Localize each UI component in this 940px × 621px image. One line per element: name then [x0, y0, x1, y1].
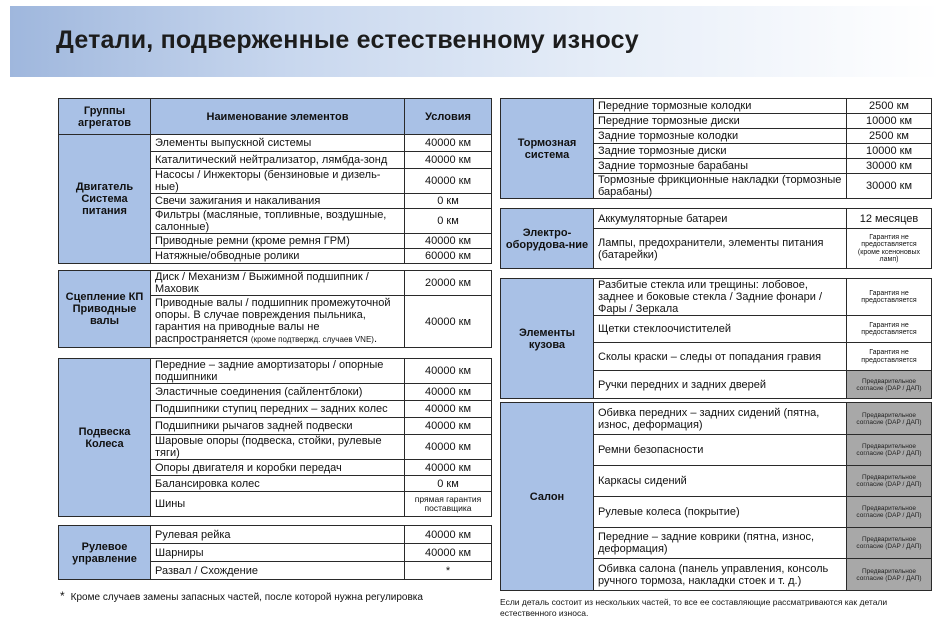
item-name: Диск / Механизм / Выжимной подшипник / Маховик: [151, 271, 405, 296]
item-name: Натяжные/обводные ролики: [151, 249, 405, 264]
item-name: Передние – задние амортизаторы / опорные подшипники: [151, 359, 405, 384]
table-steering: [58, 525, 492, 580]
item-name: Подшипники ступиц передних – задних колес: [151, 401, 405, 418]
item-value: 0 км: [405, 194, 492, 209]
item-name: Свечи зажигания и накаливания: [151, 194, 405, 209]
page-title: Детали, подверженные естественному износу: [56, 26, 639, 54]
item-name: Тормозные фрикционные накладки (тормозные барабаны): [594, 174, 847, 199]
item-name: Рулевая рейка: [151, 526, 405, 544]
footnote-right: Если деталь состоит из нескольких частей, то все ее составляющие рассматриваются как детали естественного износа.: [500, 597, 888, 618]
group-clutch: Сцепление КП Приводные валы: [59, 271, 151, 348]
item-value: Предварительное согласие (DAP / ДАП): [847, 435, 932, 466]
item-value: 40000 км: [405, 384, 492, 401]
item-note: (кроме подтвержд. случаев VNE): [250, 335, 374, 344]
item-value: Гарантия не предоставляется: [847, 279, 932, 316]
item-value: 0 км: [405, 476, 492, 492]
item-value: 10000 км: [847, 144, 932, 159]
group-steering: Рулевое управление: [59, 526, 151, 580]
item-value: 2500 км: [847, 99, 932, 114]
item-value: 40000 км: [405, 152, 492, 169]
item-value: 40000 км: [405, 234, 492, 249]
item-name: Передние – задние коврики (пятна, износ, деформация): [594, 528, 847, 559]
item-name: Лампы, предохранители, элементы питания (батарейки): [594, 229, 847, 269]
footnote-left-text: Кроме случаев замены запасных частей, после которой нужна регулировка: [70, 592, 423, 603]
table-suspension: [58, 358, 492, 517]
item-value: 10000 км: [847, 114, 932, 129]
item-value: 40000 км: [405, 401, 492, 418]
item-name: Аккумуляторные батареи: [594, 209, 847, 229]
item-value: 60000 км: [405, 249, 492, 264]
item-text: Приводные валы / подшипник промежуточной опоры. В случае повреждения пыльника, гарантия на приводные валы не распространяется: [155, 297, 391, 345]
group-electrical: Электро-оборудова-ние: [501, 209, 594, 269]
item-value: 40000 км: [405, 435, 492, 460]
item-name: Элементы выпускной системы: [151, 135, 405, 152]
item-name: Шаровые опоры (подвеска, стойки, рулевые тяги): [151, 435, 405, 460]
item-name: Передние тормозные колодки: [594, 99, 847, 114]
item-value: 40000 км: [405, 544, 492, 562]
item-name: Развал / Схождение: [151, 562, 405, 580]
item-name: Фильтры (масляные, топливные, воздушные, салонные): [151, 209, 405, 234]
item-end: .: [373, 333, 377, 345]
group-interior: Салон: [501, 403, 594, 591]
header-group: Группы агрегатов: [59, 99, 151, 135]
item-value: 30000 км: [847, 174, 932, 199]
item-name: Передние тормозные диски: [594, 114, 847, 129]
item-name: Подшипники рычагов задней подвески: [151, 418, 405, 435]
item-name: Шины: [151, 492, 405, 517]
item-name: Эластичные соединения (сайлентблоки): [151, 384, 405, 401]
item-value: Гарантия не предоставляется (кроме ксеноновых ламп): [847, 229, 932, 269]
item-value: 40000 км: [405, 135, 492, 152]
item-name: Приводные ремни (кроме ремня ГРМ): [151, 234, 405, 249]
group-suspension: Подвеска Колеса: [59, 359, 151, 517]
item-value: 40000 км: [405, 460, 492, 476]
item-name: Насосы / Инжекторы (бензиновые и дизель-ные): [151, 169, 405, 194]
item-name: Задние тормозные колодки: [594, 129, 847, 144]
table-engine: [58, 98, 492, 264]
item-value: Предварительное согласие (DAP / ДАП): [847, 466, 932, 497]
table-electrical: [500, 208, 932, 269]
item-value: Гарантия не предоставляется: [847, 343, 932, 371]
item-value: 40000 км: [405, 526, 492, 544]
item-value: *: [405, 562, 492, 580]
item-name: Сколы краски – следы от попадания гравия: [594, 343, 847, 371]
item-value: прямая гарантия поставщика: [405, 492, 492, 517]
footnote-star: *: [60, 589, 65, 603]
item-value: 12 месяцев: [847, 209, 932, 229]
item-value: Гарантия не предоставляется: [847, 316, 932, 343]
table-interior: [500, 402, 932, 591]
item-name: [151, 296, 405, 348]
table-clutch: [58, 270, 492, 348]
item-value: 30000 км: [847, 159, 932, 174]
item-name: Обивка салона (панель управления, консоль ручного тормоза, накладки стоек и т. д.): [594, 559, 847, 591]
item-value: 20000 км: [405, 271, 492, 296]
item-name: Ремни безопасности: [594, 435, 847, 466]
item-name: Балансировка колес: [151, 476, 405, 492]
item-value: Предварительное согласие (DAP / ДАП): [847, 528, 932, 559]
item-value: 40000 км: [405, 418, 492, 435]
footnote-left: [60, 589, 423, 603]
header-condition: Условия: [405, 99, 492, 135]
item-name: Разбитые стекла или трещины: лобовое, заднее и боковые стекла / Задние фонари / Фары / Зеркала: [594, 279, 847, 316]
header-name: Наименование элементов: [151, 99, 405, 135]
item-value: 2500 км: [847, 129, 932, 144]
item-value: Предварительное согласие (DAP / ДАП): [847, 371, 932, 399]
item-value: 40000 км: [405, 296, 492, 348]
item-value: 40000 км: [405, 169, 492, 194]
item-name: Каталитический нейтрализатор, лямбда-зонд: [151, 152, 405, 169]
item-name: Опоры двигателя и коробки передач: [151, 460, 405, 476]
item-name: Ручки передних и задних дверей: [594, 371, 847, 399]
item-name: Задние тормозные барабаны: [594, 159, 847, 174]
item-value: Предварительное согласие (DAP / ДАП): [847, 403, 932, 435]
item-value: Предварительное согласие (DAP / ДАП): [847, 497, 932, 528]
item-name: Обивка передних – задних сидений (пятна, износ, деформация): [594, 403, 847, 435]
item-value: Предварительное согласие (DAP / ДАП): [847, 559, 932, 591]
group-engine: Двигатель Система питания: [59, 135, 151, 264]
group-body: Элементы кузова: [501, 279, 594, 399]
item-value: 0 км: [405, 209, 492, 234]
table-body: [500, 278, 932, 399]
item-name: Шарниры: [151, 544, 405, 562]
item-name: Рулевые колеса (покрытие): [594, 497, 847, 528]
table-brakes: [500, 98, 932, 199]
item-name: Задние тормозные диски: [594, 144, 847, 159]
item-value: 40000 км: [405, 359, 492, 384]
item-name: Щетки стеклоочистителей: [594, 316, 847, 343]
item-name: Каркасы сидений: [594, 466, 847, 497]
group-brakes: Тормозная система: [501, 99, 594, 199]
